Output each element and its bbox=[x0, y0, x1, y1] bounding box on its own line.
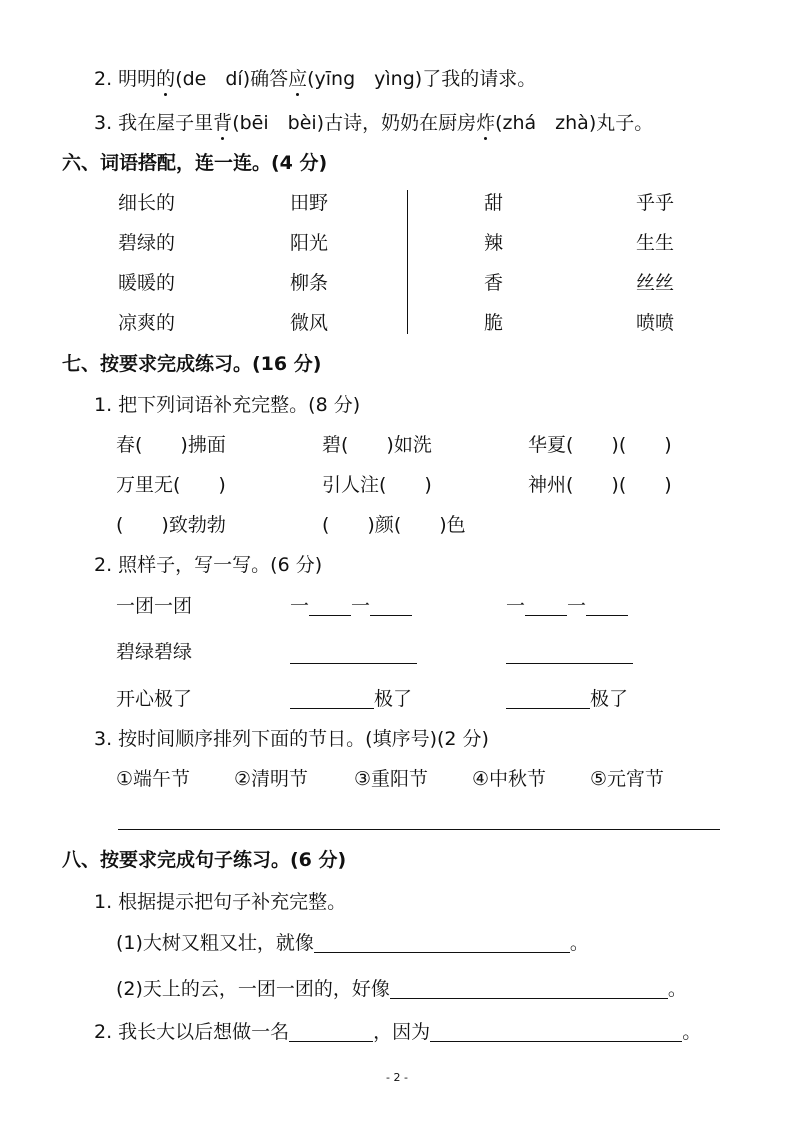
fill-word-item[interactable]: 华夏( )( ) bbox=[528, 434, 672, 456]
example-word: 碧绿碧绿 bbox=[116, 641, 193, 663]
festival-item: ③重阳节 bbox=[354, 768, 429, 790]
match-col1-item[interactable]: 细长的 bbox=[118, 192, 176, 214]
match-col4-item[interactable]: 生生 bbox=[636, 232, 675, 254]
answer-blank[interactable] bbox=[430, 1023, 682, 1042]
match-col4-item[interactable]: 乎乎 bbox=[636, 192, 675, 214]
answer-blank[interactable] bbox=[314, 934, 570, 953]
sentence-2-prompt: (2)天上的云，一团一团的，好像 bbox=[116, 978, 390, 1000]
pattern-answer-d bbox=[506, 690, 628, 709]
match-col1-item[interactable]: 暖暖的 bbox=[118, 272, 176, 294]
q2-text-c: (de dí)确答 bbox=[175, 68, 289, 90]
fill-word-item[interactable]: ( )致勃勃 bbox=[116, 514, 226, 536]
fill-word-item[interactable]: 春( )拂面 bbox=[116, 434, 226, 456]
q3-dotted-char-2: 炸 bbox=[476, 112, 496, 134]
match-col4-item[interactable]: 丝丝 bbox=[636, 272, 675, 294]
match-col2-item[interactable]: 田野 bbox=[290, 192, 329, 214]
jile-text: 极了 bbox=[374, 688, 413, 710]
page-number: - 2 - bbox=[386, 1071, 408, 1084]
match-col2-item[interactable]: 柳条 bbox=[290, 272, 329, 294]
pattern-char-yi: 一 bbox=[351, 595, 371, 617]
answer-blank[interactable] bbox=[289, 1023, 373, 1042]
match-col4-item[interactable]: 喷喷 bbox=[636, 312, 675, 334]
q2-text-e: (yīng yìng)了我的请求。 bbox=[307, 68, 537, 90]
match-col2-item[interactable]: 阳光 bbox=[290, 232, 329, 254]
section-6-title: 六、词语搭配，连一连。(4 分) bbox=[62, 152, 328, 174]
pattern-char-yi: 一 bbox=[290, 595, 310, 617]
s7-q3-title: 3. 按时间顺序排列下面的节日。(填序号)(2 分) bbox=[94, 728, 489, 750]
fill-word-item[interactable]: 碧( )如洗 bbox=[322, 434, 432, 456]
pinyin-question-3 bbox=[94, 114, 653, 133]
answer-blank[interactable] bbox=[390, 980, 668, 999]
s7-q2-title: 2. 照样子，写一写。(6 分) bbox=[94, 554, 323, 576]
sentence-2 bbox=[116, 980, 687, 999]
match-col3-item[interactable]: 辣 bbox=[484, 232, 504, 254]
answer-blank[interactable] bbox=[586, 597, 628, 616]
sentence-end: 。 bbox=[682, 1021, 702, 1043]
answer-blank[interactable] bbox=[290, 690, 374, 709]
answer-blank[interactable] bbox=[309, 597, 351, 616]
match-col1-item[interactable]: 凉爽的 bbox=[118, 312, 176, 334]
s7-q1-title: 1. 把下列词语补充完整。(8 分) bbox=[94, 394, 361, 416]
festival-item: ④中秋节 bbox=[472, 768, 547, 790]
fill-word-item[interactable]: 引人注( ) bbox=[322, 474, 432, 496]
s8-q1-title: 1. 根据提示把句子补充完整。 bbox=[94, 891, 347, 913]
answer-blank[interactable] bbox=[506, 690, 590, 709]
q3-text-c: (bēi bèi)古诗，奶奶在厨房 bbox=[232, 112, 477, 134]
match-col3-item[interactable]: 香 bbox=[484, 272, 504, 294]
s8-q2-prompt-a: 2. 我长大以后想做一名 bbox=[94, 1021, 290, 1043]
match-col3-item[interactable]: 脆 bbox=[484, 312, 504, 334]
festival-item: ②清明节 bbox=[234, 768, 309, 790]
answer-line[interactable] bbox=[118, 829, 720, 830]
answer-line[interactable] bbox=[506, 663, 633, 664]
match-col3-item[interactable]: 甜 bbox=[484, 192, 504, 214]
s8-q2-sentence bbox=[94, 1023, 701, 1042]
section-7-title: 七、按要求完成练习。(16 分) bbox=[62, 353, 322, 375]
sentence-end: 。 bbox=[569, 932, 589, 954]
pattern-char-yi: 一 bbox=[567, 595, 587, 617]
festival-item: ①端午节 bbox=[116, 768, 191, 790]
sentence-1-prompt: (1)大树又粗又壮，就像 bbox=[116, 932, 314, 954]
q2-text-a: 2. 明明 bbox=[94, 68, 157, 90]
q3-text-e: (zhá zhà)丸子。 bbox=[495, 112, 654, 134]
q3-text-a: 3. 我在屋子里 bbox=[94, 112, 214, 134]
section-8-title: 八、按要求完成句子练习。(6 分) bbox=[62, 849, 347, 871]
fill-word-item[interactable]: 神州( )( ) bbox=[528, 474, 672, 496]
q2-dotted-char-1: 的 bbox=[156, 68, 176, 90]
jile-text: 极了 bbox=[590, 688, 629, 710]
pattern-answer-b bbox=[506, 597, 628, 616]
answer-blank[interactable] bbox=[525, 597, 567, 616]
festival-item: ⑤元宵节 bbox=[590, 768, 665, 790]
pattern-answer-a bbox=[290, 597, 412, 616]
match-col1-item[interactable]: 碧绿的 bbox=[118, 232, 176, 254]
q2-dotted-char-2: 应 bbox=[288, 68, 308, 90]
fill-word-item[interactable]: 万里无( ) bbox=[116, 474, 226, 496]
sentence-end: 。 bbox=[667, 978, 687, 1000]
column-divider bbox=[407, 190, 408, 334]
fill-word-item[interactable]: ( )颜( )色 bbox=[322, 514, 466, 536]
pinyin-question-2 bbox=[94, 70, 536, 89]
q3-dotted-char-1: 背 bbox=[213, 112, 233, 134]
example-word: 一团一团 bbox=[116, 595, 193, 617]
sentence-1 bbox=[116, 934, 589, 953]
pattern-char-yi: 一 bbox=[506, 595, 526, 617]
pattern-answer-c bbox=[290, 690, 412, 709]
match-col2-item[interactable]: 微风 bbox=[290, 312, 329, 334]
answer-blank[interactable] bbox=[370, 597, 412, 616]
s8-q2-prompt-b: ，因为 bbox=[373, 1021, 431, 1043]
answer-line[interactable] bbox=[290, 663, 417, 664]
example-word: 开心极了 bbox=[116, 688, 193, 710]
